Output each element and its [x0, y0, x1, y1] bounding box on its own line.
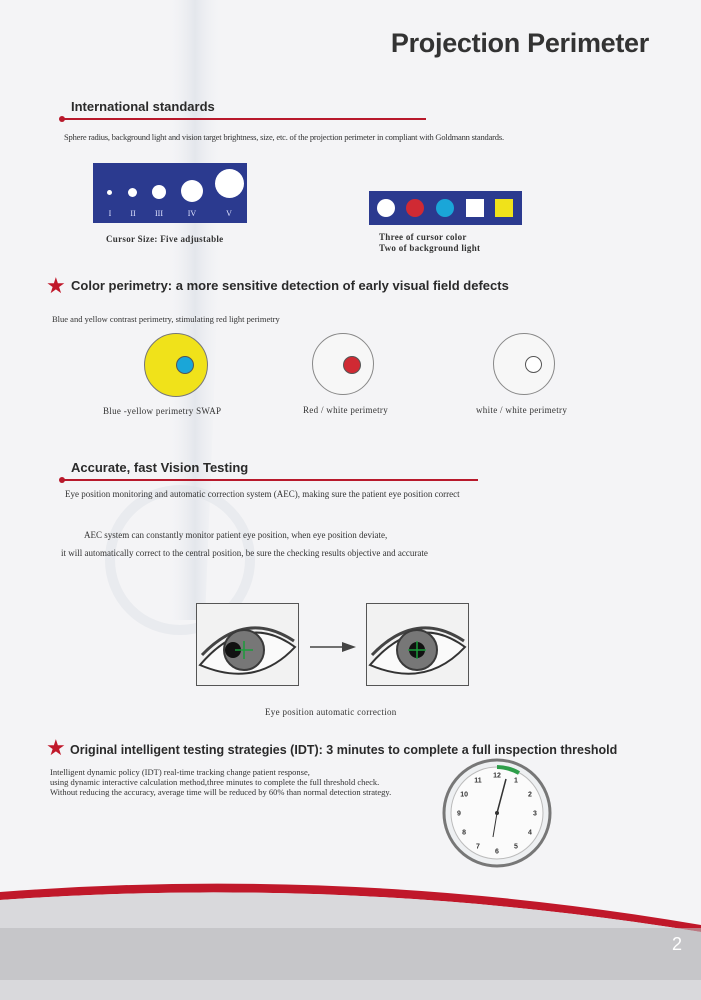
roman-label: II — [130, 209, 136, 218]
clock-number: 3 — [533, 810, 537, 818]
white-target-dot — [525, 356, 542, 373]
swap-yellow-field — [144, 333, 208, 397]
cursor-color-caption — [379, 232, 480, 254]
clock-number: 6 — [495, 848, 499, 856]
yellow-background-swatch — [495, 199, 513, 217]
clock-number: 4 — [527, 829, 532, 837]
clock-number: 12 — [493, 772, 501, 780]
roman-label: V — [226, 209, 232, 218]
roman-label: IV — [187, 209, 197, 218]
white-background-swatch — [466, 199, 484, 217]
caption-line: Three of cursor color — [379, 232, 467, 242]
star-icon: ★ — [46, 273, 66, 298]
idt-description — [50, 767, 391, 797]
cursor-color-panel — [369, 191, 522, 225]
page-number: 2 — [672, 934, 683, 954]
blue-target-dot — [176, 356, 194, 374]
clock-number: 10 — [460, 791, 468, 799]
cursor-size-I-dot — [107, 190, 112, 195]
idt-line: using dynamic interactive calculation method,three minutes to complete the full threshold check. — [50, 777, 380, 787]
red-cursor-swatch — [406, 199, 424, 217]
cursor-size-V-dot — [215, 169, 244, 198]
heading-rule — [62, 479, 478, 481]
white-white-caption: white / white perimetry — [476, 405, 568, 415]
clock-number: 9 — [457, 810, 461, 818]
red-white-field — [312, 333, 374, 395]
section-heading-idt: Original intelligent testing strategies (IDT): 3 minutes to complete a full inspection threshold — [70, 743, 618, 757]
cursor-size-III-dot — [152, 185, 166, 199]
cursor-size-II-dot — [128, 188, 137, 197]
cursor-size-caption: Cursor Size: Five adjustable — [106, 234, 224, 244]
clock-number: 7 — [476, 843, 480, 851]
clock-number: 11 — [474, 777, 482, 785]
aec-subheading: Eye position monitoring and automatic correction system (AEC), making sure the patient eye position correct — [65, 489, 460, 499]
star-icon: ★ — [46, 735, 66, 760]
clock-number: 8 — [462, 829, 467, 837]
arrow-right-icon — [308, 640, 358, 654]
page-title: Projection Perimeter — [390, 28, 649, 58]
clock-number: 2 — [527, 791, 532, 799]
roman-label: I — [108, 209, 112, 218]
red-white-caption: Red / white perimetry — [303, 405, 389, 415]
cursor-size-IV-dot — [181, 180, 203, 202]
red-target-dot — [343, 356, 361, 374]
section-heading-standards: International standards — [71, 99, 215, 114]
idt-line: Without reducing the accuracy, average time will be reduced by 60% than normal detection strategy. — [50, 787, 392, 797]
section-heading-color-perimetry: Color perimetry: a more sensitive detection of early visual field defects — [71, 278, 509, 293]
aec-paragraph-line: it will automatically correct to the central position, be sure the checking results objective and accurate — [61, 548, 428, 558]
heading-rule — [62, 118, 426, 120]
standards-description: Sphere radius, background light and vision target brightness, size, etc. of the projection perimeter in compliant with Goldmann standards. — [64, 132, 504, 142]
section-heading-accurate-testing: Accurate, fast Vision Testing — [71, 460, 249, 475]
clock-number: 1 — [514, 777, 518, 785]
color-perimetry-description: Blue and yellow contrast perimetry, stimulating red light perimetry — [52, 314, 280, 324]
caption-line: Two of background light — [379, 243, 481, 253]
eye-before-image — [196, 603, 299, 686]
cursor-size-panel — [93, 163, 247, 223]
clock-number: 5 — [514, 843, 518, 851]
aec-paragraph-line: AEC system can constantly monitor patient eye position, when eye position deviate, — [84, 530, 388, 540]
swap-caption: Blue -yellow perimetry SWAP — [103, 406, 222, 416]
idt-line: Intelligent dynamic policy (IDT) real-time tracking change patient response, — [50, 767, 310, 777]
white-cursor-swatch — [377, 199, 395, 217]
eye-after-image — [366, 603, 469, 686]
roman-label: III — [155, 209, 163, 218]
eye-correction-caption: Eye position automatic correction — [265, 707, 397, 717]
footer-swoosh — [0, 850, 701, 1000]
white-white-field — [493, 333, 555, 395]
blue-cursor-swatch — [436, 199, 454, 217]
